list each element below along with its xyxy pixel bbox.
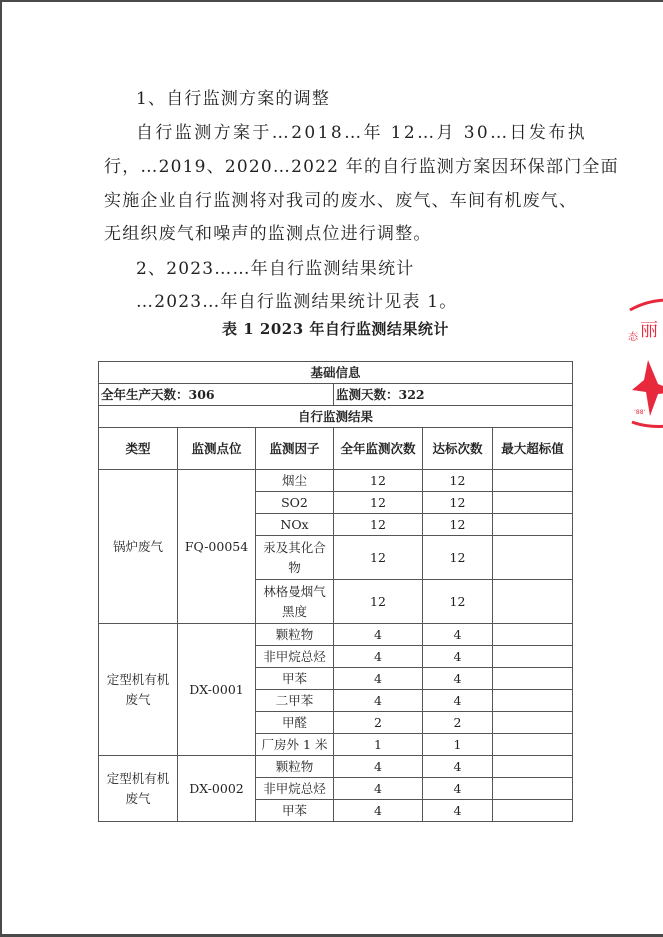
- body-paragraph-1-line-2: 行，…2019、2020…2022 年的自行监测方案因环保部门全面: [104, 157, 619, 177]
- cell-factor: 甲苯: [256, 800, 334, 822]
- cell-pass-count: 4: [423, 690, 493, 712]
- cell-pass-count: 4: [423, 646, 493, 668]
- cell-annual-count: 2: [334, 712, 423, 734]
- cell-max-exceed: [493, 712, 573, 734]
- cell-pass-count: 12: [423, 492, 493, 514]
- cell-annual-count: 4: [334, 756, 423, 778]
- body-paragraph-2: …2023…年自行监测结果统计见表 1。: [136, 292, 458, 312]
- body-paragraph-1-line-1: 自行监测方案于…2018…年 12…月 30…日发布执: [136, 123, 588, 143]
- cell-annual-count: 12: [334, 492, 423, 514]
- monitoring-results-table: [98, 361, 573, 822]
- header-type: 类型: [99, 428, 178, 470]
- cell-pass-count: 1: [423, 734, 493, 756]
- cell-type: 定型机有机废气: [99, 624, 178, 756]
- cell-annual-count: 4: [334, 690, 423, 712]
- section-heading-2: 2、2023……年自行监测结果统计: [136, 259, 415, 279]
- cell-factor: 林格曼烟气黑度: [256, 580, 334, 624]
- cell-max-exceed: [493, 470, 573, 492]
- cell-pass-count: 4: [423, 624, 493, 646]
- cell-max-exceed: [493, 800, 573, 822]
- production-days: 全年生产天数：306: [99, 384, 334, 406]
- section-heading-1: 1、自行监测方案的调整: [136, 89, 331, 109]
- cell-annual-count: 4: [334, 624, 423, 646]
- cell-pass-count: 12: [423, 470, 493, 492]
- cell-annual-count: 12: [334, 580, 423, 624]
- cell-factor: 非甲烷总烃: [256, 778, 334, 800]
- cell-annual-count: 4: [334, 800, 423, 822]
- cell-pass-count: 12: [423, 580, 493, 624]
- cell-factor: 甲苯: [256, 668, 334, 690]
- section-basic-info: 基础信息: [99, 362, 573, 384]
- cell-pass-count: 2: [423, 712, 493, 734]
- table-header-row: [99, 428, 573, 470]
- cell-point: FQ-00054: [178, 470, 256, 624]
- cell-factor: SO2: [256, 492, 334, 514]
- table-row: [99, 624, 573, 646]
- cell-max-exceed: [493, 580, 573, 624]
- red-seal-stamp: [628, 298, 663, 428]
- svg-text:ʼ88ʼ: ʼ88ʼ: [634, 409, 646, 416]
- cell-pass-count: 4: [423, 800, 493, 822]
- cell-point: DX-0002: [178, 756, 256, 822]
- cell-max-exceed: [493, 624, 573, 646]
- section-results: 自行监测结果: [99, 406, 573, 428]
- cell-pass-count: 12: [423, 514, 493, 536]
- cell-annual-count: 12: [334, 536, 423, 580]
- table-row: [99, 470, 573, 492]
- cell-annual-count: 12: [334, 470, 423, 492]
- cell-max-exceed: [493, 690, 573, 712]
- svg-text:态: 态: [628, 332, 638, 343]
- cell-annual-count: 4: [334, 668, 423, 690]
- cell-factor: 二甲苯: [256, 690, 334, 712]
- header-pass-count: 达标次数: [423, 428, 493, 470]
- cell-annual-count: 1: [334, 734, 423, 756]
- cell-pass-count: 4: [423, 756, 493, 778]
- cell-annual-count: 4: [334, 778, 423, 800]
- body-paragraph-1-line-4: 无组织废气和噪声的监测点位进行调整。: [104, 224, 432, 244]
- cell-factor: 汞及其化合物: [256, 536, 334, 580]
- cell-pass-count: 4: [423, 668, 493, 690]
- cell-pass-count: 12: [423, 536, 493, 580]
- cell-type: 锅炉废气: [99, 470, 178, 624]
- cell-point: DX-0001: [178, 624, 256, 756]
- cell-factor: 颗粒物: [256, 624, 334, 646]
- cell-max-exceed: [493, 514, 573, 536]
- cell-factor: NOx: [256, 514, 334, 536]
- cell-pass-count: 4: [423, 778, 493, 800]
- cell-factor: 烟尘: [256, 470, 334, 492]
- cell-max-exceed: [493, 734, 573, 756]
- header-max-exceed: 最大超标值: [493, 428, 573, 470]
- cell-max-exceed: [493, 756, 573, 778]
- cell-factor: 颗粒物: [256, 756, 334, 778]
- cell-type: 定型机有机废气: [99, 756, 178, 822]
- cell-max-exceed: [493, 778, 573, 800]
- cell-max-exceed: [493, 668, 573, 690]
- table-row: [99, 756, 573, 778]
- cell-factor: 非甲烷总烃: [256, 646, 334, 668]
- cell-annual-count: 4: [334, 646, 423, 668]
- svg-text:丽: 丽: [640, 320, 658, 341]
- header-factor: 监测因子: [256, 428, 334, 470]
- body-paragraph-1-line-3: 实施企业自行监测将对我司的废水、废气、车间有机废气、: [104, 191, 578, 211]
- cell-factor: 甲醛: [256, 712, 334, 734]
- cell-max-exceed: [493, 646, 573, 668]
- header-annual-count: 全年监测次数: [334, 428, 423, 470]
- header-point: 监测点位: [178, 428, 256, 470]
- cell-annual-count: 12: [334, 514, 423, 536]
- table-caption: 表 1 2023 年自行监测结果统计: [222, 320, 449, 338]
- cell-max-exceed: [493, 536, 573, 580]
- monitoring-days: 监测天数：322: [334, 384, 573, 406]
- cell-max-exceed: [493, 492, 573, 514]
- cell-factor: 厂房外 1 米: [256, 734, 334, 756]
